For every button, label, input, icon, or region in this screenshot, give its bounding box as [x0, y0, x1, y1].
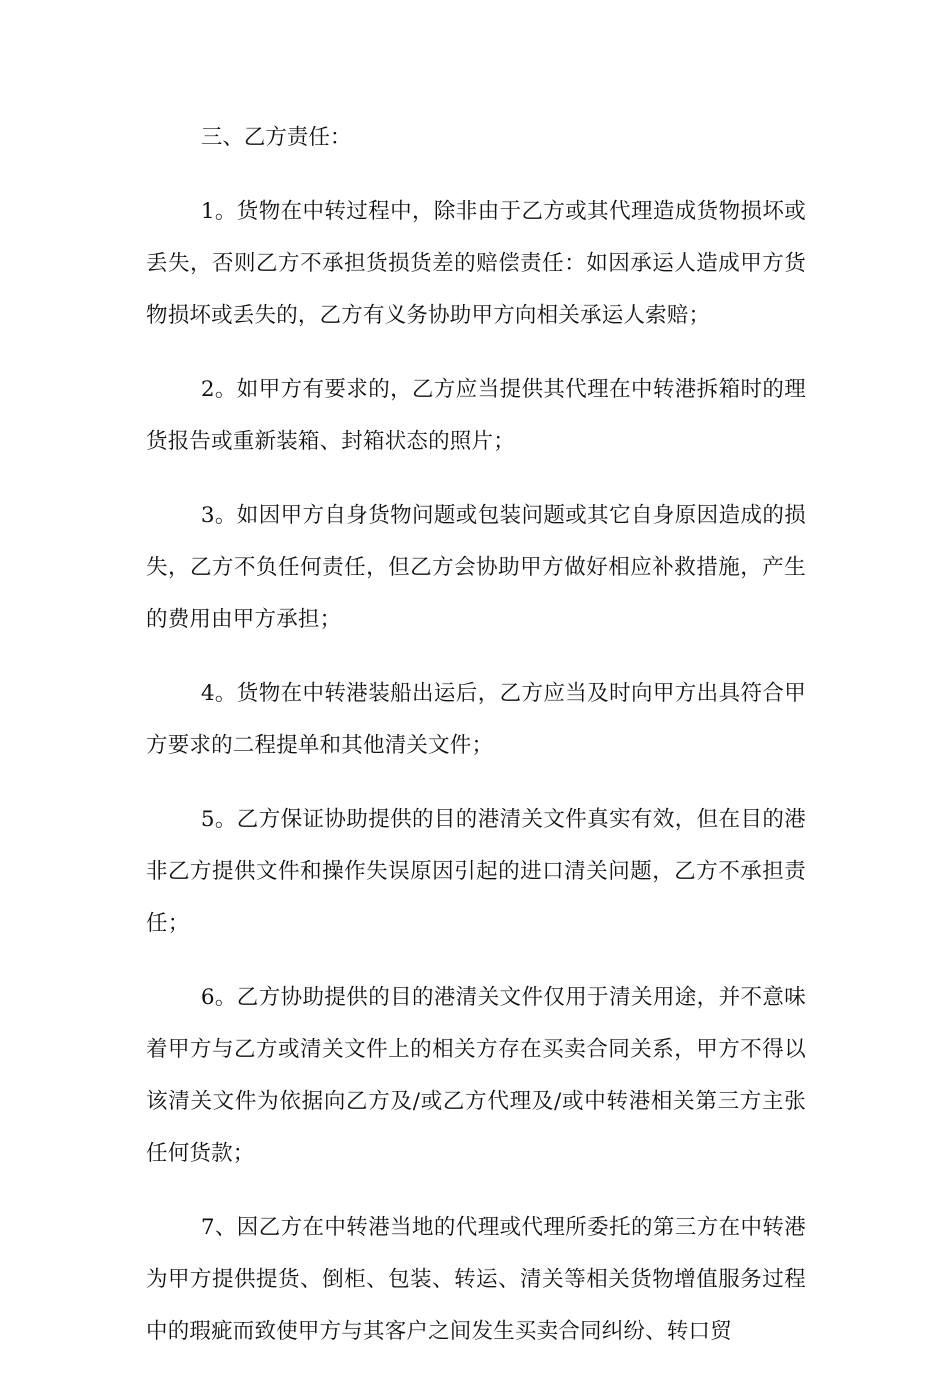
section-heading: 三、乙方责任： — [200, 125, 352, 150]
document-body — [146, 112, 806, 1380]
clause-7: 7、因乙方在中转港当地的代理或代理所委托的第三方在中转港为甲方提供提货、倒柜、包装、转运、清关等相关货物增值服务过程中的瑕疵而致使甲方与其客户之间发生买卖合同纠纷、转口贸 — [146, 1215, 806, 1344]
clause-5: 5。乙方保证协助提供的目的港清关文件真实有效，但在目的港非乙方提供文件和操作失误原因引起的进口清关问题，乙方不承担责任； — [146, 807, 806, 936]
clause-1: 1。货物在中转过程中，除非由于乙方或其代理造成货物损坏或丢失，否则乙方不承担货损货差的赔偿责任：如因承运人造成甲方货物损坏或丢失的，乙方有义务协助甲方向相关承运人索赔； — [146, 199, 806, 328]
clause-6: 6。乙方协助提供的目的港清关文件仅用于清关用途，并不意味着甲方与乙方或清关文件上的相关方存在买卖合同关系，甲方不得以该清关文件为依据向乙方及/或乙方代理及/或中转港相关第三方主张任何货款； — [146, 985, 806, 1166]
clause-3: 3。如因甲方自身货物问题或包装问题或其它自身原因造成的损失，乙方不负任何责任，但乙方会协助甲方做好相应补救措施，产生的费用由甲方承担； — [146, 503, 806, 632]
clause-4: 4。货物在中转港装船出运后，乙方应当及时向甲方出具符合甲方要求的二程提单和其他清关文件； — [146, 681, 806, 758]
clause-2: 2。如甲方有要求的，乙方应当提供其代理在中转港拆箱时的理货报告或重新装箱、封箱状态的照片； — [146, 377, 806, 454]
